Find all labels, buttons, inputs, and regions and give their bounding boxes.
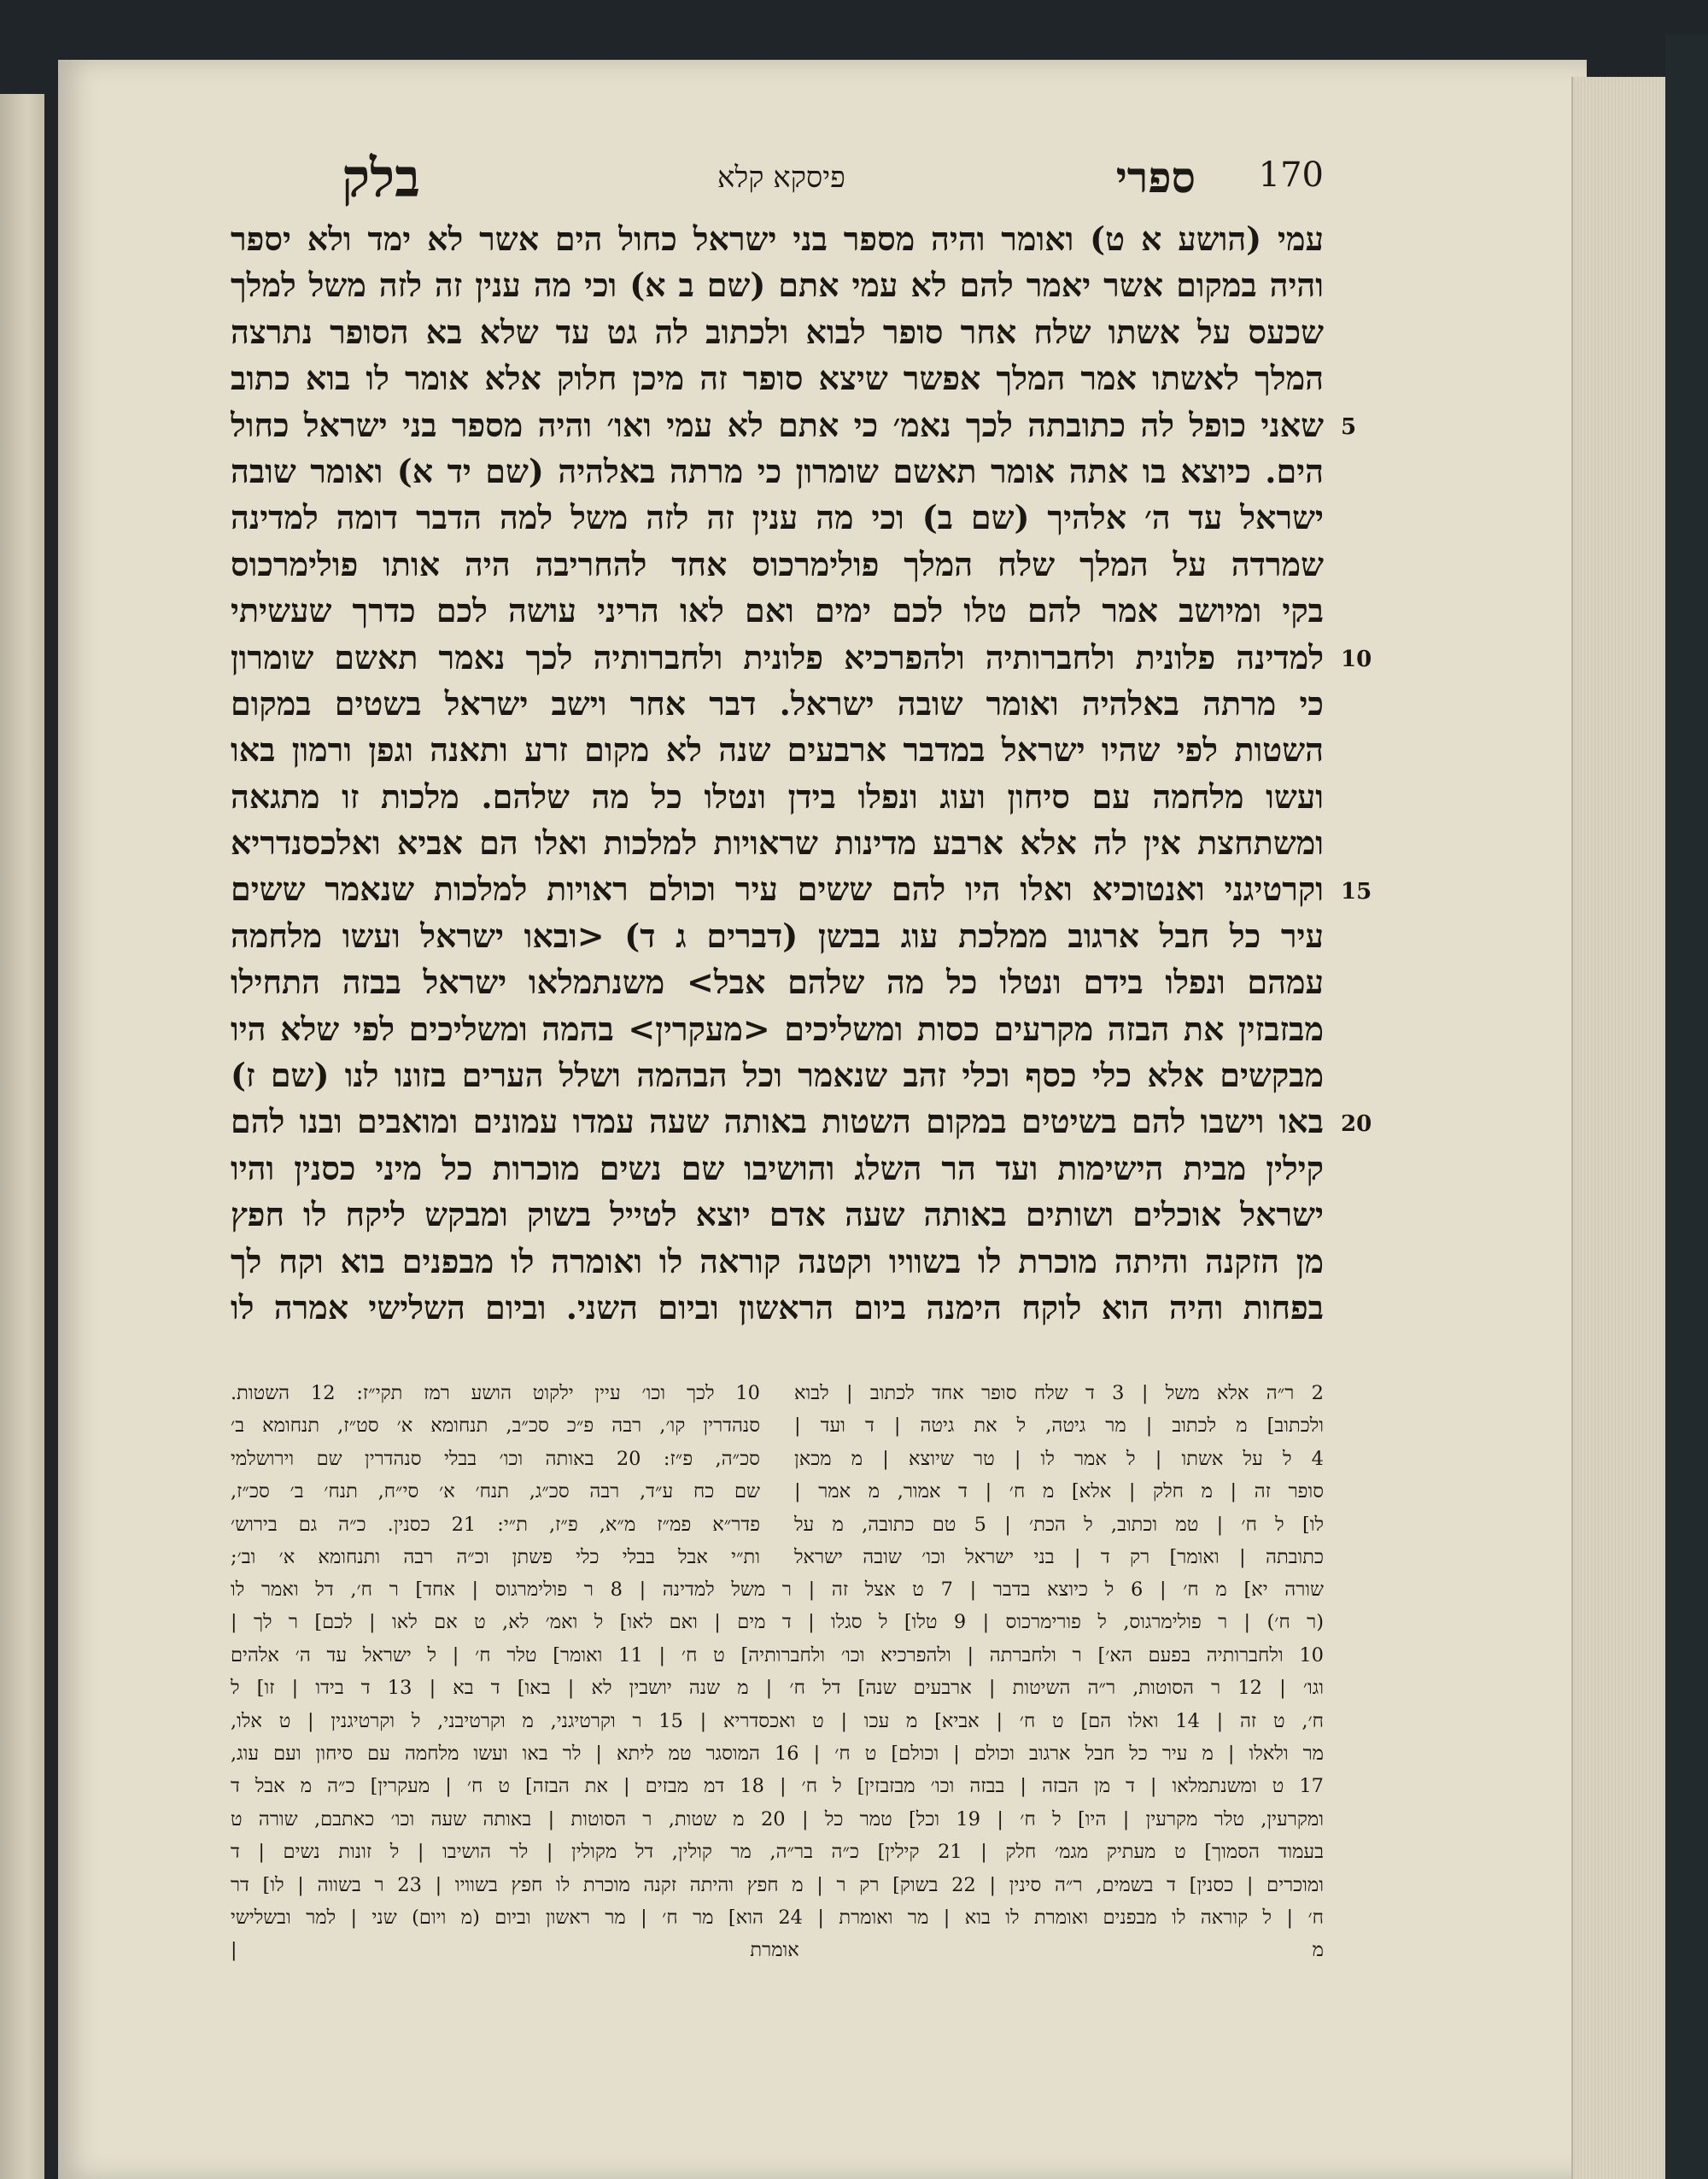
text-line: ומשתחצת אין לה אלא ארבע מדינות שראויות למלכות ואלו הם אביא ואלכסנדריא <box>231 823 1324 863</box>
note-line: ולכתוב] מ לכתוב | מר גיטה, ל את גיטה | ד ועד | <box>794 1415 1324 1438</box>
left-page-edge <box>0 94 44 2179</box>
text-line: ועשו מלחמה עם סיחון ועוג ונפלו בידן ונטלו כל מה שלהם. מלכות זו מתגאה <box>231 776 1324 816</box>
section-title: פיסקא קלא <box>717 161 845 195</box>
text-line: שמרדה על המלך שלח המלך פולימרכוס אחד להחריבה היה אותו פולימרכוס <box>231 544 1324 583</box>
text-line: עמהם ונפלו בידם ונטלו כל מה שלהם אבל> משנתמלאו ישראל בבזה התחילו <box>231 963 1324 1002</box>
text-line: מבקשים אלא כלי כסף וכלי זהב שנאמר וכל הבהמה ושלל הערים בזונו לנו (שם ז) <box>231 1056 1324 1095</box>
text-line: בפחות והיה הוא לוקח הימנה ביום הראשון וביום השני. וביום השלישי אמרה לו <box>231 1287 1324 1327</box>
text-line: הים. כיוצא בו אתה אומר תאשם שומרון כי מרתה באלהיה (שם יד א) ואומר שובה <box>231 451 1324 490</box>
note-line: סופר זה | מ חלק | אלא] מ ח׳ | ד אמור, מ אמר | <box>794 1480 1324 1503</box>
note-line: ח׳, ט זה | 14 ואלו הם] ט ח׳ | אביא] מ עכו | ט ואכסדריא | 15 ר וקרטיגני, מ וקרטיבני, ל וקרטיגנין | ט אלו, <box>231 1709 1324 1732</box>
variant-notes-right-column <box>794 1377 1324 1573</box>
text-line: עמי (הושע א ט) ואומר והיה מספר בני ישראל כחול הים אשר לא ימד ולא יספר <box>231 220 1324 258</box>
book-title: ספרי <box>1115 152 1196 202</box>
text-line: בקי ומיושב אמר להם טלו לכם ימים ואם לאו הריני עושה לכם כדרך שעשיתי <box>231 591 1324 630</box>
line-number: 10 <box>1341 646 1372 672</box>
variant-notes-full-width <box>231 1573 1324 1967</box>
note-line: וגו׳ | 12 ר הסוטות, ר״ה השיטות | ארבעים שנה] דל ח׳ | מ שנה יושבין לא | באו] ד בא | 13 ד בידו | זו] ל <box>231 1677 1324 1700</box>
text-line: השטות לפי שהיו ישראל במדבר ארבעים שנה לא מקום זרע ותאנה וגפן ורמון באו <box>231 730 1324 770</box>
note-line: 10 ולחברותיה בפעם הא׳] ר ולחברתה | ולהפרכיא וכו׳ ולחברותיה] ט ח׳ | 11 ואומר] טלר ח׳ | ל ישראל עד ה׳ אלהים <box>231 1643 1324 1666</box>
note-line: פדר״א פמ״ז מ״א, פ״ז, ת״י: 21 כסנין. כ״ה גם בירוש׳ <box>231 1513 760 1536</box>
text-line: למדינה פלונית ולחברותיה ולהפרכיא פלונית ולחברותיה לכך נאמר תאשם שומרון <box>231 637 1324 677</box>
text-line: שכעס על אשתו שלח אחר סופר לבוא ולכתוב לה גט עד שלא בא הסופר נתרצה <box>231 312 1324 351</box>
parasha-title: בלק <box>342 147 421 209</box>
page-edges <box>1571 77 1667 2179</box>
note-line: לו] ל ח׳ | טמ וכתוב, ל הכת׳ | 5 טם כתובה, מ על <box>794 1513 1324 1536</box>
line-number: 20 <box>1341 1110 1372 1137</box>
note-line: שורה יא] מ ח׳ | 6 ל כיוצא בדבר | 7 ט אצל זה | ר משל למדינה | 8 ר פולימרגוס | אחד] ר ח׳, דל ואמר לו <box>231 1579 1324 1601</box>
note-line: סנהדרין קו׳, רבה פ״כ סכ״ב, תנחומא א׳ סט״ז, תנחומא ב׳ <box>231 1415 760 1438</box>
note-line: (ר ח׳) | ר פולימרגוס, ל פורימרכוס | 9 טלו] ל סגלו | ד מים | ואם לאו] ל ואמ׳ לא, ט אם לאו | לכם] ר לך | <box>231 1611 1324 1634</box>
text-line: קילין מבית הישימות ועד הר השלג והושיבו שם נשים מוכרות כל מיני כסנין והיו <box>231 1148 1324 1187</box>
text-line: שאני כופל לה כתובתה לכך נאמ׳ כי אתם לא עמי ואו׳ והיה מספר בני ישראל כחול <box>231 405 1324 444</box>
note-line: שם כח ע״ד, רבה סכ״ג, תנח׳ א׳ סי״ח, תנח׳ ב׳ סכ״ז, <box>231 1480 760 1503</box>
note-line: ומקרעין, טלר מקרעין | היו] ל ח׳ | 19 וכל] טמר כל | 20 מ שטות, ר הסוטות | באותה שעה וכו׳ כאתבם, שורה ט <box>231 1807 1324 1830</box>
running-header <box>342 147 1324 212</box>
note-line: בעמוד הסמוך] ט מעתיק מגמ׳ חלק | 21 קילין] כ״ה בר״ה, מר קולין, דל מקולין | לר הושיבו | ל זונות נשים | ד <box>231 1841 1324 1864</box>
note-line: מר ולאלו | מ עיר כל חבל ארגוב וכולם | וכולם] ט ח׳ | 16 המוסגר טמ ליתא | לר באו ועשו מלחמה עם סיחון ועם עוג, <box>231 1742 1324 1765</box>
note-line: ח׳ | ל קוראה לו מבפנים ואומרת לו בוא | מר ואומרת | 24 הוא] מר ח׳ | מר ראשון וביום (מ ויום) שני | למר ובשלישי <box>231 1906 1324 1929</box>
text-line: וקרטיגני ואנטוכיא ואלו היו להם ששים עיר וכולם ראויות למלכות שנאמר ששים <box>231 870 1324 909</box>
text-line: עיר כל חבל ארגוב ממלכת עוג בבשן (דברים ג ד) <ובאו ישראל ועשו מלחמה <box>231 916 1324 955</box>
note-line: 10 לכך וכו׳ עיין ילקוט הושע רמז תקי״ז: 12 השטות. <box>231 1382 760 1404</box>
line-number: 15 <box>1341 878 1372 905</box>
text-line: מן הזקנה והיתה מוכרת לו בשוויו וקטנה קוראה לו ואומרה לו מבפנים בוא וקח לך <box>231 1241 1324 1280</box>
note-line: 17 ט ומשנתמלאו | ד מן הבזה | בבזה וכו׳ מבזבזין] ל ח׳ | 18 דמ מבזים | את הבזה] ט ח׳ | מעקרין] כ״ה מ אבל ד <box>231 1775 1324 1798</box>
main-text <box>231 216 1324 1331</box>
line-number: 5 <box>1341 413 1357 440</box>
note-line: כתובתה | ואומר] רק ד | בני ישראל וכו׳ שובה ישראל <box>794 1545 1324 1568</box>
book-cover <box>1665 34 1708 2179</box>
text-line: מבזבזין את הבזה מקרעים כסות ומשליכים <מעקרין> בהמה ומשליכים לפי שלא היו <box>231 1009 1324 1048</box>
text-line: כי מרתה באלהיה ואומר שובה ישראל. דבר אחר וישב ישראל בשטים במקום <box>231 683 1324 723</box>
note-line: סכ״ה, פ״ז: 20 באותה וכו׳ בבלי סנהדרין שם וירושלמי <box>231 1447 760 1470</box>
source-notes-left-column <box>231 1377 760 1573</box>
note-line: 2 ר״ה אלא משל | 3 ד שלח סופר אחד לכתוב | לבוא <box>794 1382 1324 1404</box>
text-line: והיה במקום אשר יאמר להם לא עמי אתם (שם ב א) וכי מה ענין זה לזה משל למלך <box>231 266 1324 305</box>
page-number: 170 <box>1258 155 1324 195</box>
text-line: ישראל עד ה׳ אלהיך (שם ב) וכי מה ענין זה לזה משל למה הדבר דומה למדינה <box>231 498 1324 537</box>
note-line: 4 ל על אשתו | ל אמר לו | טר שיוצא | מ מכאן <box>794 1447 1324 1470</box>
note-line: מ אומרת | <box>231 1939 1324 1962</box>
text-line: באו וישבו להם בשיטים במקום השטות באותה שעה עמדו עמונים ומואבים ובנו להם <box>231 1102 1324 1141</box>
note-line: ות״י אבל בבלי כלי פשתן וכ״ה רבה ותנחומא א׳ וב׳; <box>231 1545 760 1568</box>
text-line: המלך לאשתו אמר המלך אפשר שיצא סופר זה מיכן חלוק אלא אומר לו בוא כתוב <box>231 359 1324 398</box>
text-line: ישראל אוכלים ושותים באותה שעה אדם יוצא לטייל בשוק ומבקש ליקח לו חפץ <box>231 1195 1324 1234</box>
note-line: ומוכרים | כסנין] ד בשמים, ר״ה סינין | 22 בשוק] רק ר | מ חפץ והיתה זקנה מוכרת לו חפץ בשוויו | 23 ר בשווה | לו] דר <box>231 1873 1324 1896</box>
